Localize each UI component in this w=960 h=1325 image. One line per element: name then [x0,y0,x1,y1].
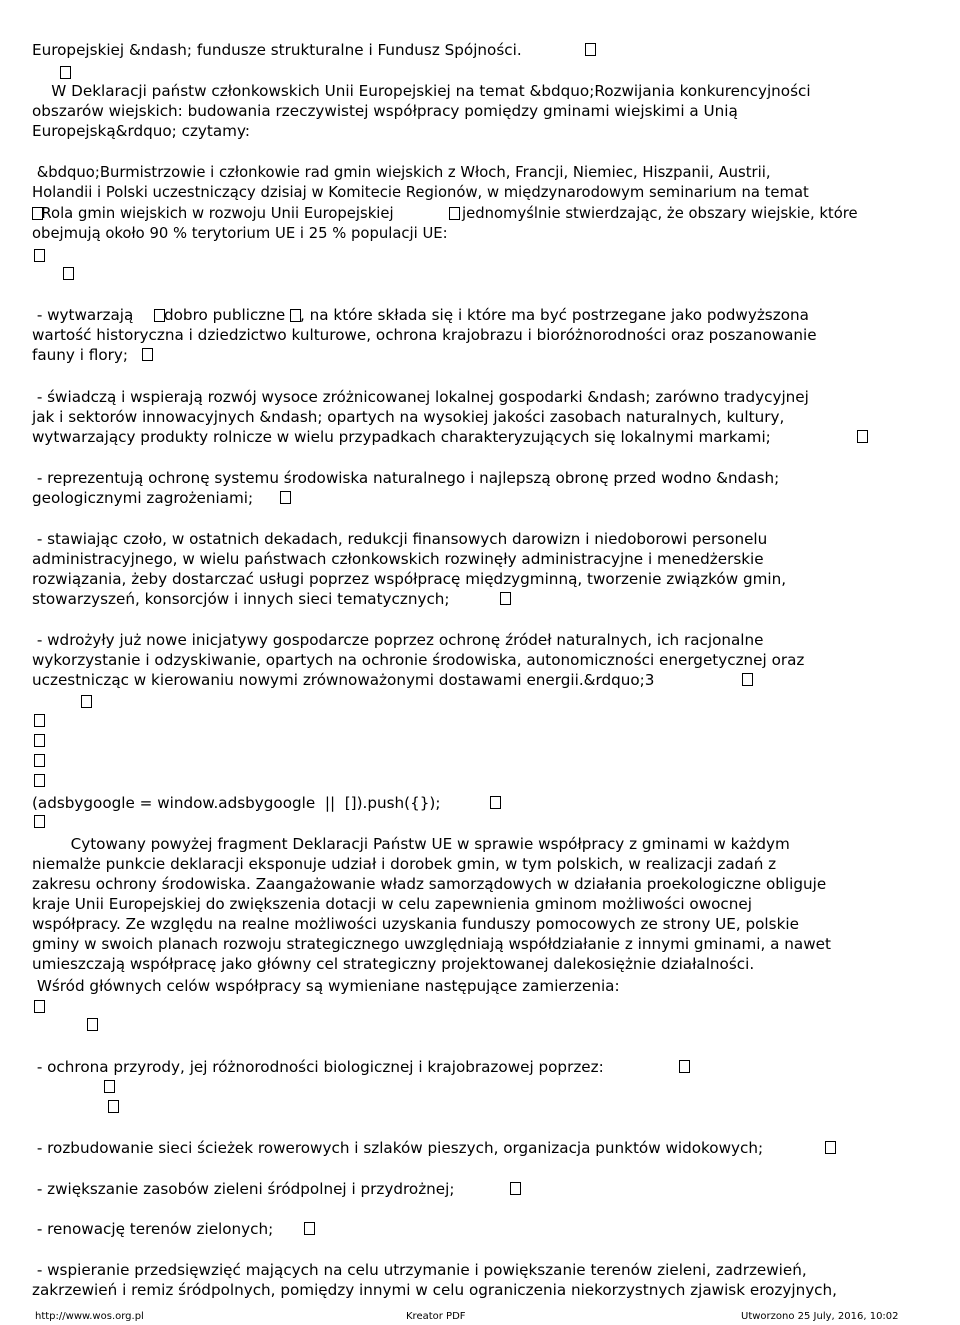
text-line: fauny i flory; [32,346,128,364]
missing-glyph-box-icon [81,695,92,708]
missing-glyph-box-icon [510,1182,521,1195]
text-line: umieszczają współpracę jako główny cel strategiczny projektowanej dalekosiężnie działalności. [32,955,755,973]
footer-created-timestamp: Utworzono 25 July, 2016, 10:02 [741,1311,899,1322]
missing-glyph-box-icon [34,774,45,787]
text-line: wykorzystanie i odzyskiwanie, opartych na ochronie środowiska, autonomiczności energetycznej oraz [32,651,805,669]
missing-glyph-box-icon [679,1060,690,1073]
text-line: zakresu ochrony środowiska. Zaangażowanie władz samorządowych w działania proekologiczne obliguje [32,875,827,893]
missing-glyph-box-icon [490,796,501,809]
text-line: - świadczą i wspierają rozwój wysoce zróżnicowanej lokalnej gospodarki &ndash; zarówno tradycyjnej [32,388,809,406]
text-line: - renowację terenów zielonych; [32,1220,274,1238]
missing-glyph-box-icon [34,754,45,767]
text-line: kraje Unii Europejskiej do zwiększenia dotacji w celu zapewnienia gminom możliwości owocnej [32,895,752,913]
text-line: gminy w swoich planach rozwoju strategicznego uwzględniają współdziałanie z innymi gminami, a nawet [32,935,831,953]
text-line: - stawiając czoło, w ostatnich dekadach, redukcji finansowych darowizn i niedoborowi personelu [32,530,768,548]
missing-glyph-box-icon [34,815,45,828]
text-line: &bdquo;Burmistrzowie i członkowie rad gmin wiejskich z Włoch, Francji, Niemiec, Hiszpanii, Austrii, [32,164,771,181]
footer-creator: Kreator PDF [406,1311,466,1322]
text-line: uczestnicząc w kierowaniu nowymi zrównoważonymi dostawami energii.&rdquo;3 [32,671,655,689]
text-line: zakrzewień i remiz śródpolnych, pomiędzy innymi w celu ograniczenia niekorzystnych zjawisk erozyjnych, [32,1281,837,1299]
text-line: - rozbudowanie sieci ścieżek rowerowych i szlaków pieszych, organizacja punktów widokowych; [32,1139,764,1157]
text-line: - wdrożyły już nowe inicjatywy gospodarcze poprzez ochronę źródeł naturalnych, ich racjonalne [32,631,764,649]
text-line: stowarzyszeń, konsorcjów i innych sieci tematycznych; [32,590,450,608]
text-line: - wytwarzają [32,306,139,324]
text-line: jednomyślnie stwierdzając, że obszary wiejskie, które [462,205,858,222]
text-line: - wspieranie przedsięwzięć mających na celu utrzymanie i powiększanie terenów zieleni, zadrzewień, [32,1261,807,1279]
missing-glyph-box-icon [142,348,153,361]
missing-glyph-box-icon [585,43,596,56]
missing-glyph-box-icon [500,592,511,605]
text-line: W Deklaracji państw członkowskich Unii Europejskiej na temat &bdquo;Rozwijania konkurencyjności [32,82,811,100]
text-line: wartość historyczna i dziedzictwo kulturowe, ochrona krajobrazu i bioróżnorodności oraz poszanowanie [32,326,817,344]
text-line: Rola gmin wiejskich w rozwoju Unii Europejskiej [32,205,394,222]
missing-glyph-box-icon [449,207,460,220]
missing-glyph-box-icon [280,491,291,504]
script-fragment-text: (adsbygoogle = window.adsbygoogle || []).push({}); [32,794,441,812]
text-line: Wśród głównych celów współpracy są wymieniane następujące zamierzenia: [32,977,620,995]
missing-glyph-box-icon [857,430,868,443]
text-line: niemalże punkcie deklaracji eksponuje udział i dorobek gmin, w tym polskich, w realizacji zadań z [32,855,777,873]
text-line: obszarów wiejskich: budowania rzeczywistej współpracy pomiędzy gminami wiejskimi a Unią [32,102,738,120]
text-line: Cytowany powyżej fragment Deklaracji Państw UE w sprawie współpracy z gminami w każdym [32,835,790,853]
missing-glyph-box-icon [825,1141,836,1154]
missing-glyph-box-icon [60,66,71,79]
text-line: obejmują około 90 % terytorium UE i 25 % populacji UE: [32,225,448,242]
missing-glyph-box-icon [742,673,753,686]
missing-glyph-box-icon [87,1018,98,1031]
text-line: dobro publiczne [164,306,286,324]
footer-url-link[interactable]: http://www.wos.org.pl [35,1311,144,1322]
text-line: - zwiększanie zasobów zieleni śródpolnej i przydrożnej; [32,1180,455,1198]
missing-glyph-box-icon [104,1080,115,1093]
text-line: - reprezentują ochronę systemu środowiska naturalnego i najlepszą obronę przed wodno &ndash; [32,469,780,487]
missing-glyph-box-icon [34,734,45,747]
missing-glyph-box-icon [34,249,45,262]
text-line: Holandii i Polski uczestniczący dzisiaj w Komitecie Regionów, w międzynarodowym seminarium na temat [32,184,809,201]
missing-glyph-box-icon [63,267,74,280]
missing-glyph-box-icon [34,1000,45,1013]
text-line: Europejskiej &ndash; fundusze strukturalne i Fundusz Spójności. [32,41,522,59]
text-line: geologicznymi zagrożeniami; [32,489,254,507]
text-line: Europejską&rdquo; czytamy: [32,122,250,140]
text-line: , na które składa się i które ma być postrzegane jako podwyższona [300,306,809,324]
text-line: współpracy. Ze względu na realne możliwości uzyskania funduszy pomocowych ze strony UE, polskie [32,915,799,933]
text-line: - ochrona przyrody, jej różnorodności biologicznej i krajobrazowej poprzez: [32,1058,604,1076]
missing-glyph-box-icon [34,714,45,727]
text-line: rozwiązania, żeby dostarczać usługi poprzez współpracę międzygminną, tworzenie związków gmin, [32,570,787,588]
text-line: jak i sektorów innowacyjnych &ndash; opartych na wysokiej jakości zasobach naturalnych, kultury, [32,408,785,426]
missing-glyph-box-icon [108,1100,119,1113]
text-line: wytwarzający produkty rolnicze w wielu przypadkach charakteryzujących się lokalnymi markami; [32,428,771,446]
missing-glyph-box-icon [304,1222,315,1235]
text-line: administracyjnego, w wielu państwach członkowskich rozwinęły administracyjne i menedżerskie [32,550,764,568]
